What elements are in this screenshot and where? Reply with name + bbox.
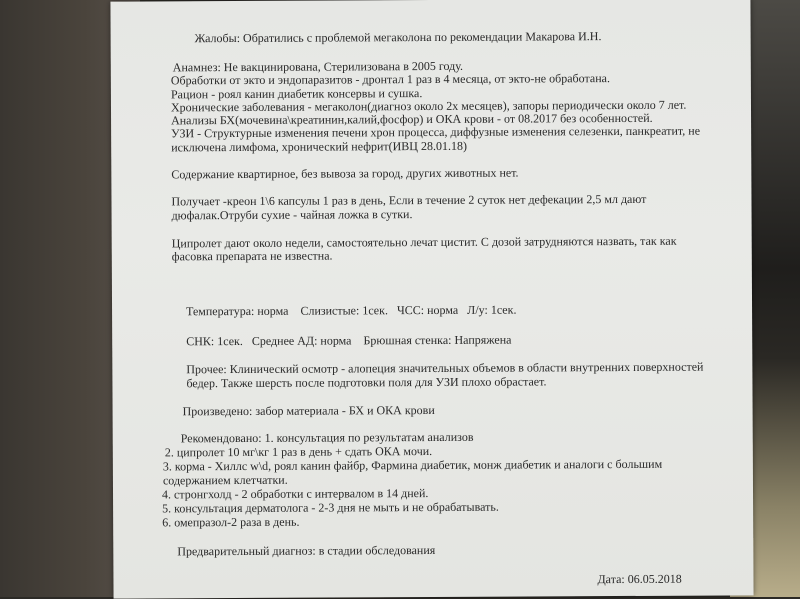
housing-line: Содержание квартирное, без вывоза за город, других животных нет. [171,165,519,182]
recommendation-line: содержанием клетчатки. [162,472,288,488]
anamnesis-line: Анализы БХ(мочевина\креатинин,калий,фосфор) и ОКА крови - от 08.2017 без особенностей. [171,110,653,128]
cipro-line: фасовка препарата не известна. [171,248,333,264]
anamnesis-line: Рацион - роял канин диабетик консервы и сушка. [170,86,423,102]
anamnesis-line: Анамнез: Не вакцинирована, Стерилизована в 2005 году. [172,58,464,75]
recommendation-line: 4. стронгхолд - 2 обработки с интервалом в 14 дней. [161,486,429,502]
complaints-line: Жалобы: Обратились с проблемой мегаколона по рекомендации Макарова И.Н. [194,29,602,46]
exam-abdomen-line: СНК: 1сек. Среднее АД: норма Брюшная стенка: Напряжена [186,332,512,349]
treatment-line: дюфалак.Отруби сухие - чайная ложка в сутки. [171,207,413,223]
recommendation-line: 2. ципролет 10 мг\кг 1 раз в день + сдать ОКА мочи. [164,444,433,460]
recommendation-line: Рекомендовано: 1. консультация по результатам анализов [180,429,474,446]
anamnesis-line: Обработки от экто и эндопаразитов - дронтал 1 раз в 4 месяца, от экто-не обработана. [170,71,610,88]
other-findings-line: Прочее: Клинический осмотр - алопеция значительных объемов в области внутренних поверхностей [186,359,704,377]
recommendation-line: 5. консультация дерматолога - 2-3 дня не мыть и не обрабатывать. [162,499,499,516]
anamnesis-line: УЗИ - Структурные изменения печени хрон процесса, диффузные изменения селезенки, панкреатит, не [171,123,701,141]
cipro-line: Ципролет дают около недели, самостоятельно лечат цистит. С дозой затрудняются назвать, так как [171,233,677,251]
treatment-line: Получает -креон 1\6 капсулы 1 раз в день, Если в течение 2 суток нет дефекации 2,5 мл дают [171,191,647,209]
recommendation-line: 6. омепразол-2 раза в день. [162,514,300,530]
diagnosis-line: Предварительный диагноз: в стадии обследования [177,542,436,559]
performed-line: Произведено: забор материала - БХ и ОКА крови [182,402,435,419]
anamnesis-line: Хронические заболевания - мегаколон(диагноз около 2х месяцев), запоры периодически около 7 лет. [170,97,687,115]
other-findings-line: бедер. Также шерсть после подготовки поля для УЗИ плохо обрастает. [186,374,547,391]
recommendation-line: 3. корма - Хиллс w\d, роял канин файбр, Фармина диабетик, монж диабетик и аналоги с большим [162,456,663,474]
document-date: Дата: 06.05.2018 [597,571,682,587]
anamnesis-line: исключена лимфома, хронический нефрит(ИВЦ 28.01.18) [171,138,467,155]
document-sheet [110,0,753,599]
exam-vitals-line: Температура: норма Слизистые: 1сек. ЧСС: норма Л/у: 1сек. [186,302,517,319]
